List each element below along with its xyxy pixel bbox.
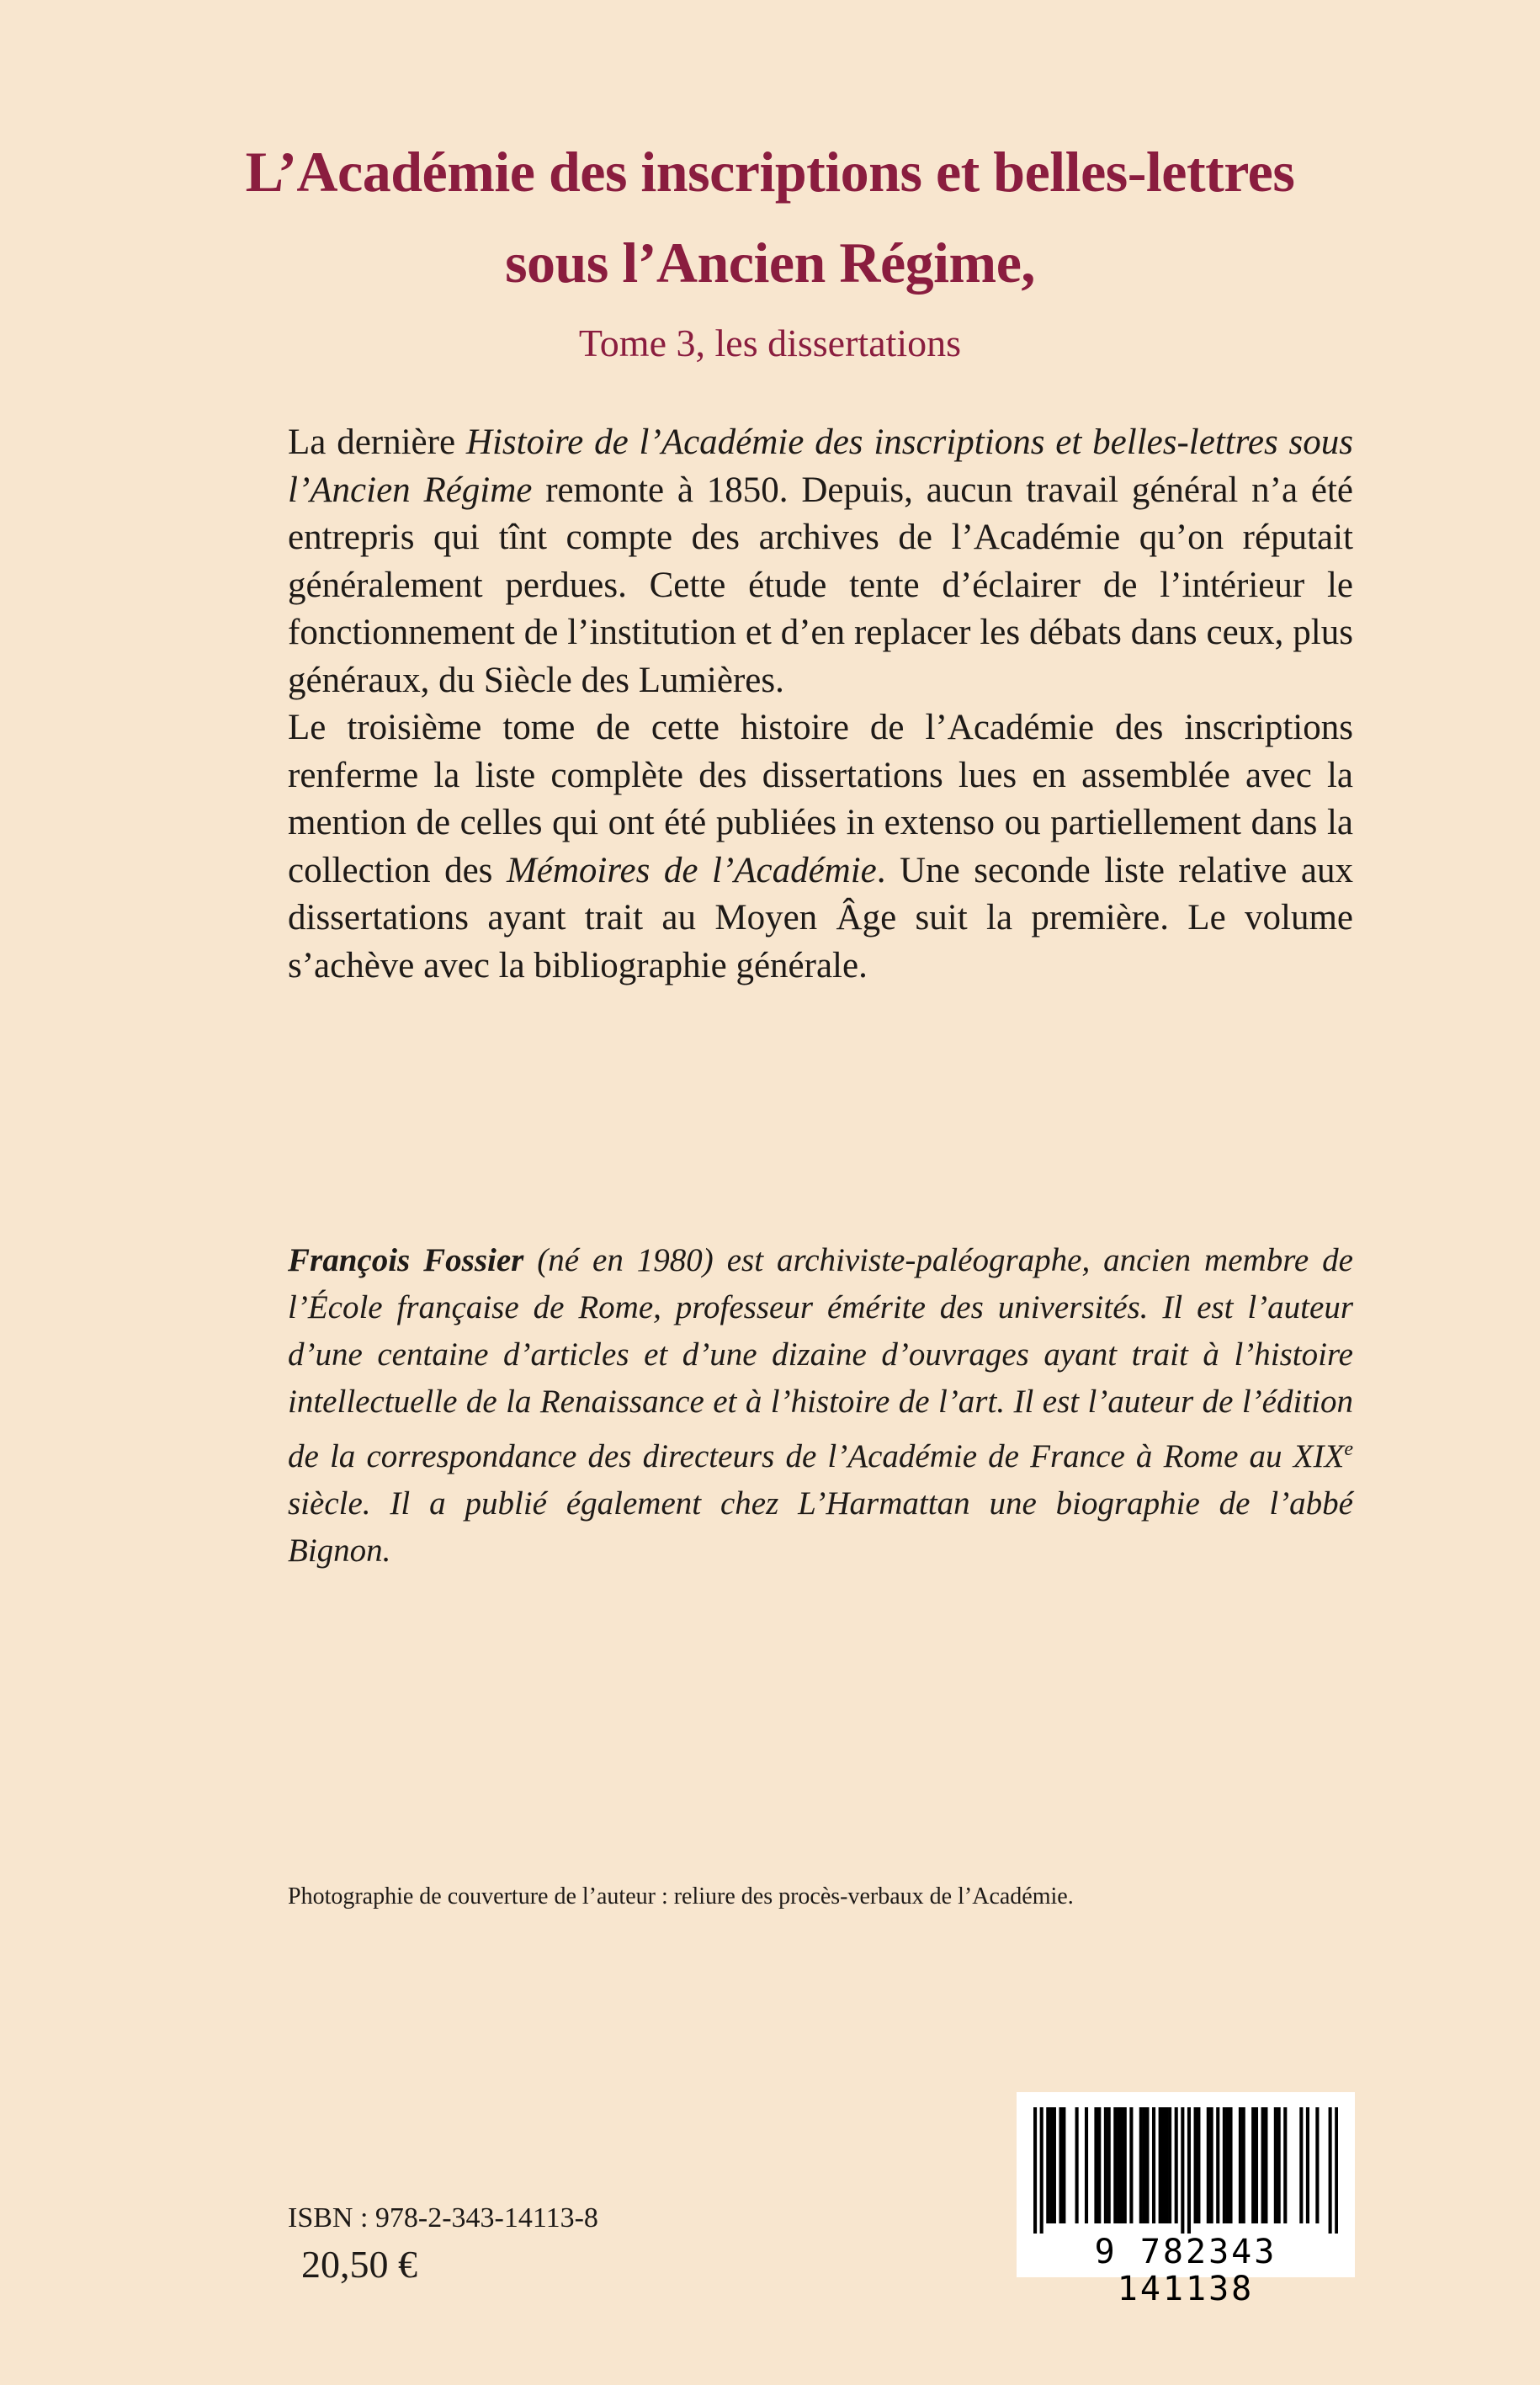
summary-paragraph-2 <box>288 704 1353 990</box>
barcode-bar <box>1194 2107 1197 2223</box>
barcode-bar <box>1181 2107 1184 2234</box>
barcode-bar <box>1210 2107 1213 2223</box>
barcode-bar <box>1242 2107 1245 2223</box>
author-bio-text-2: siècle. Il a publié également chez L’Harmattan une biographie de l’abbé Bignon. <box>288 1485 1353 1569</box>
barcode-bar <box>1168 2107 1171 2223</box>
author-bio-text-1: (né en 1980) est archiviste-paléographe, ancien membre de l’École française de Rome, professeur émérite des universités. Il est l’auteur d’une centaine d’articles et d’une dizaine d’ouvrages ayant trait à l’histoire intellectuelle de la Renaissance et à l’histoire de l’art. Il est l’auteur de l’édition de la correspondance des directeurs de l’Académie de France à Rome au XIX <box>288 1242 1353 1474</box>
barcode-bar <box>1251 2107 1255 2223</box>
barcode-bar <box>1197 2107 1200 2223</box>
barcode <box>1017 2092 1355 2308</box>
barcode-bar <box>1104 2107 1107 2223</box>
barcode-bar <box>1040 2107 1043 2234</box>
text-run: . Une seconde liste relative aux dissertations ayant trait au Moyen Âge suit la première. Le volume s’achève avec la bibliographie générale. <box>288 850 1353 985</box>
barcode-bar <box>1216 2107 1219 2223</box>
barcode-bar <box>1107 2107 1111 2223</box>
photo-credit: Photographie de couverture de l’auteur : reliure des procès-verbaux de l’Académie. <box>288 1883 1074 1910</box>
barcode-bars <box>1033 2107 1338 2234</box>
barcode-bar <box>1097 2107 1101 2223</box>
barcode-bar <box>1315 2107 1319 2223</box>
barcode-bar <box>1335 2107 1338 2234</box>
barcode-bar <box>1274 2107 1277 2223</box>
price-label: 20,50 € <box>301 2243 417 2286</box>
barcode-bar <box>1161 2107 1165 2223</box>
barcode-bar <box>1223 2107 1226 2223</box>
barcode-bar <box>1062 2107 1065 2223</box>
barcode-bar <box>1049 2107 1053 2223</box>
barcode-bar <box>1329 2107 1332 2234</box>
text-run: La dernière <box>288 422 466 462</box>
barcode-bar <box>1229 2107 1232 2223</box>
barcode-bar <box>1152 2107 1155 2223</box>
barcode-bar <box>1165 2107 1168 2223</box>
barcode-bar <box>1053 2107 1056 2223</box>
text-run: Histoire de l’Académie des inscriptions et belles-lettres sous l’Ancien Régime <box>288 422 1353 510</box>
barcode-bar <box>1120 2107 1123 2223</box>
barcode-bar <box>1264 2107 1267 2223</box>
barcode-bar <box>1207 2107 1210 2223</box>
text-run: remonte à 1850. Depuis, aucun travail général n’a été entrepris qui tînt compte des archives de l’Académie qu’on réputait généralement perdues. Cette étude tente d’éclairer de l’intérieur le fonctionnement de l’institution et d’en replacer les débats dans ceux, plus généraux, du Siècle des Lumières. <box>288 470 1353 700</box>
barcode-bar <box>1123 2107 1127 2223</box>
barcode-bar <box>1129 2107 1133 2223</box>
summary-text <box>288 419 1353 990</box>
barcode-bar <box>1117 2107 1120 2223</box>
book-title-line-1: L’Académie des inscriptions et belles-lettres <box>245 140 1295 204</box>
barcode-bar <box>1226 2107 1229 2223</box>
barcode-bar <box>1261 2107 1265 2223</box>
barcode-number: 9 782343 141138 <box>1094 2233 1277 2308</box>
barcode-bar <box>1145 2107 1149 2223</box>
barcode-bar <box>1059 2107 1062 2223</box>
text-run: Mémoires de l’Académie <box>506 850 877 890</box>
isbn-label: ISBN : 978-2-343-14113-8 <box>288 2202 598 2234</box>
barcode-bar <box>1139 2107 1143 2223</box>
barcode-bar <box>1094 2107 1097 2223</box>
barcode-bar <box>1143 2107 1146 2223</box>
barcode-bar <box>1085 2107 1088 2223</box>
book-title-line-2: sous l’Ancien Régime, <box>505 231 1035 295</box>
book-subtitle: Tome 3, les dissertations <box>578 321 962 364</box>
barcode-bar <box>1283 2107 1287 2223</box>
barcode-bar <box>1299 2107 1303 2223</box>
barcode-bar <box>1159 2107 1162 2223</box>
author-bio <box>288 1237 1353 1575</box>
barcode-bar <box>1277 2107 1281 2223</box>
barcode-bar <box>1187 2107 1191 2234</box>
barcode-bar <box>1239 2107 1242 2223</box>
barcode-bar <box>1046 2107 1049 2223</box>
barcode-bar <box>1255 2107 1258 2223</box>
barcode-bar <box>1113 2107 1117 2223</box>
barcode-bar <box>1306 2107 1309 2223</box>
text-run: Le troisième tome de cette histoire de l’Académie des inscriptions renferme la liste complète des dissertations lues en assemblée avec la mention de celles qui ont été publiées in extenso ou partiellement dans la collection des <box>288 708 1353 890</box>
barcode-bar <box>1033 2107 1037 2234</box>
barcode-bar <box>1075 2107 1079 2223</box>
title-block <box>0 126 1540 369</box>
author-name: François Fossier <box>288 1242 524 1278</box>
barcode-bar <box>1175 2107 1178 2223</box>
century-superscript: e <box>1344 1438 1353 1460</box>
summary-paragraph-1 <box>288 419 1353 704</box>
